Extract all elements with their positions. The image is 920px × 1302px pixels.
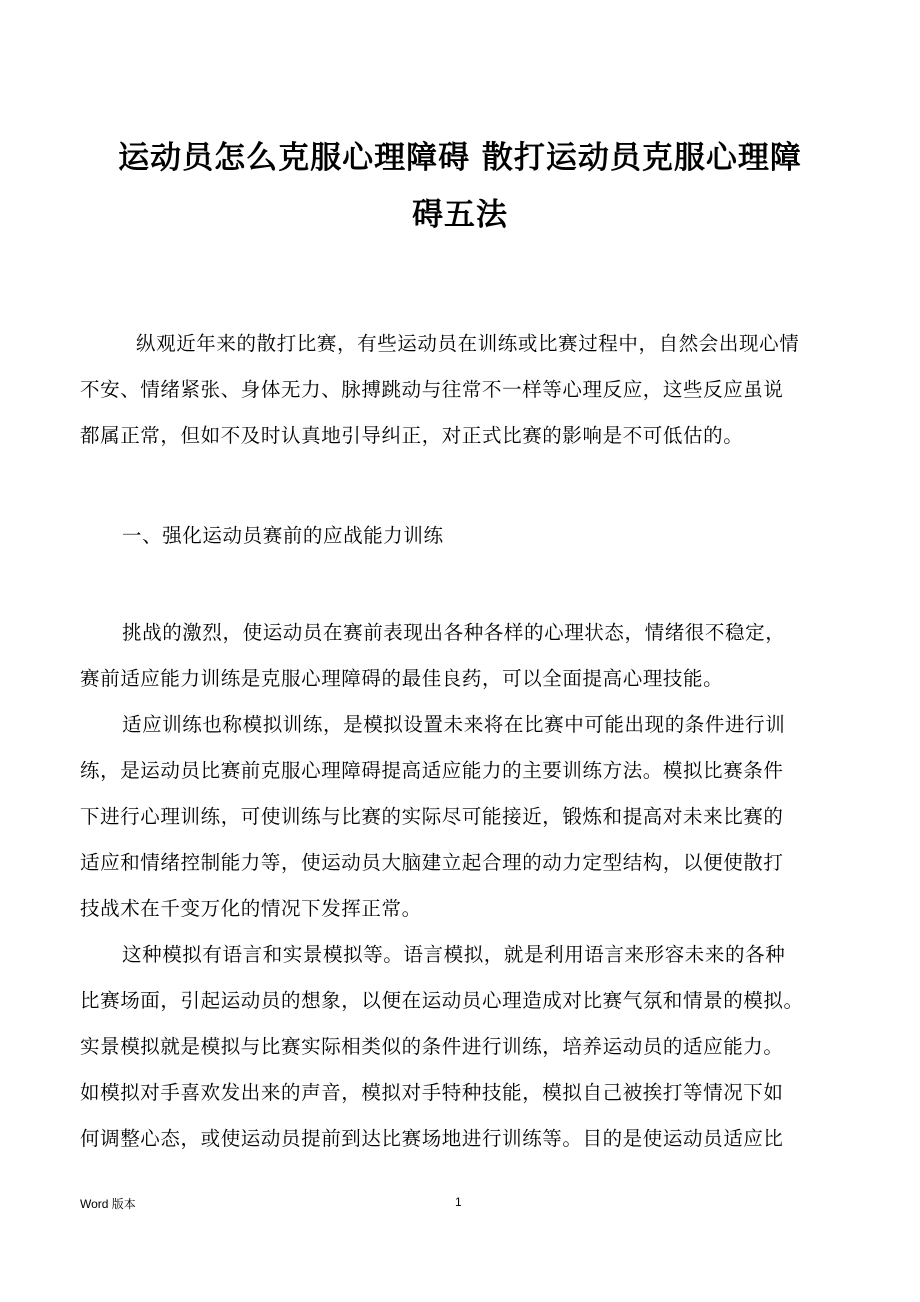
paragraph-3 [80,932,842,1162]
para3-line-1: 这种模拟有语言和实景模拟等。语言模拟，就是利用语言来形容未来的各种 [122,943,786,966]
document-title [80,130,840,244]
intro-line-3: 都属正常，但如不及时认真地引导纠正，对正式比赛的影响是不可低估的。 [80,424,744,447]
para3-line-4: 如模拟对手喜欢发出来的声音，模拟对手特种技能，模拟自己被挨打等情况下如 [80,1081,784,1104]
paragraph-1 [80,610,842,702]
intro-line-2: 不安、情绪紧张、身体无力、脉搏跳动与往常不一样等心理反应，这些反应虽说 [80,378,784,401]
section-heading-text: 一、强化运动员赛前的应战能力训练 [122,524,444,547]
para3-line-5: 何调整心态，或使运动员提前到达比赛场地进行训练等。目的是使运动员适应比 [80,1127,784,1150]
para3-line-3: 实景模拟就是模拟与比赛实际相类似的条件进行训练，培养运动员的适应能力。 [80,1035,784,1058]
footer-version-label: Word 版本 [80,1197,136,1211]
para3-line-2: 比赛场面，引起运动员的想象，以便在运动员心理造成对比赛气氛和情景的模拟。 [80,989,804,1012]
title-line-1: 运动员怎么克服心理障碍 散打运动员克服心理障 [118,140,802,176]
para1-line-2: 赛前适应能力训练是克服心理障碍的最佳良药，可以全面提高心理技能。 [80,667,724,690]
para2-line-3: 下进行心理训练，可使训练与比赛的实际尽可能接近，锻炼和提高对未来比赛的 [80,805,784,828]
para2-line-1: 适应训练也称模拟训练，是模拟设置未来将在比赛中可能出现的条件进行训 [122,713,786,736]
footer-page-number: 1 [455,1195,462,1209]
intro-line-1: 纵观近年来的散打比赛，有些运动员在训练或比赛过程中，自然会出现心情 [136,332,800,355]
paragraph-2 [80,702,842,932]
para2-line-2: 练，是运动员比赛前克服心理障碍提高适应能力的主要训练方法。模拟比赛条件 [80,759,784,782]
para2-line-4: 适应和情绪控制能力等，使运动员大脑建立起合理的动力定型结构，以便使散打 [80,851,784,874]
body-paragraphs [80,610,842,1162]
title-line-2: 碍五法 [412,197,508,233]
para1-line-1: 挑战的激烈，使运动员在赛前表现出各种各样的心理状态，情绪很不稳定， [122,621,786,644]
intro-paragraph [80,321,842,459]
para2-line-5: 技战术在千变万化的情况下发挥正常。 [80,897,422,920]
section-heading [80,513,842,559]
